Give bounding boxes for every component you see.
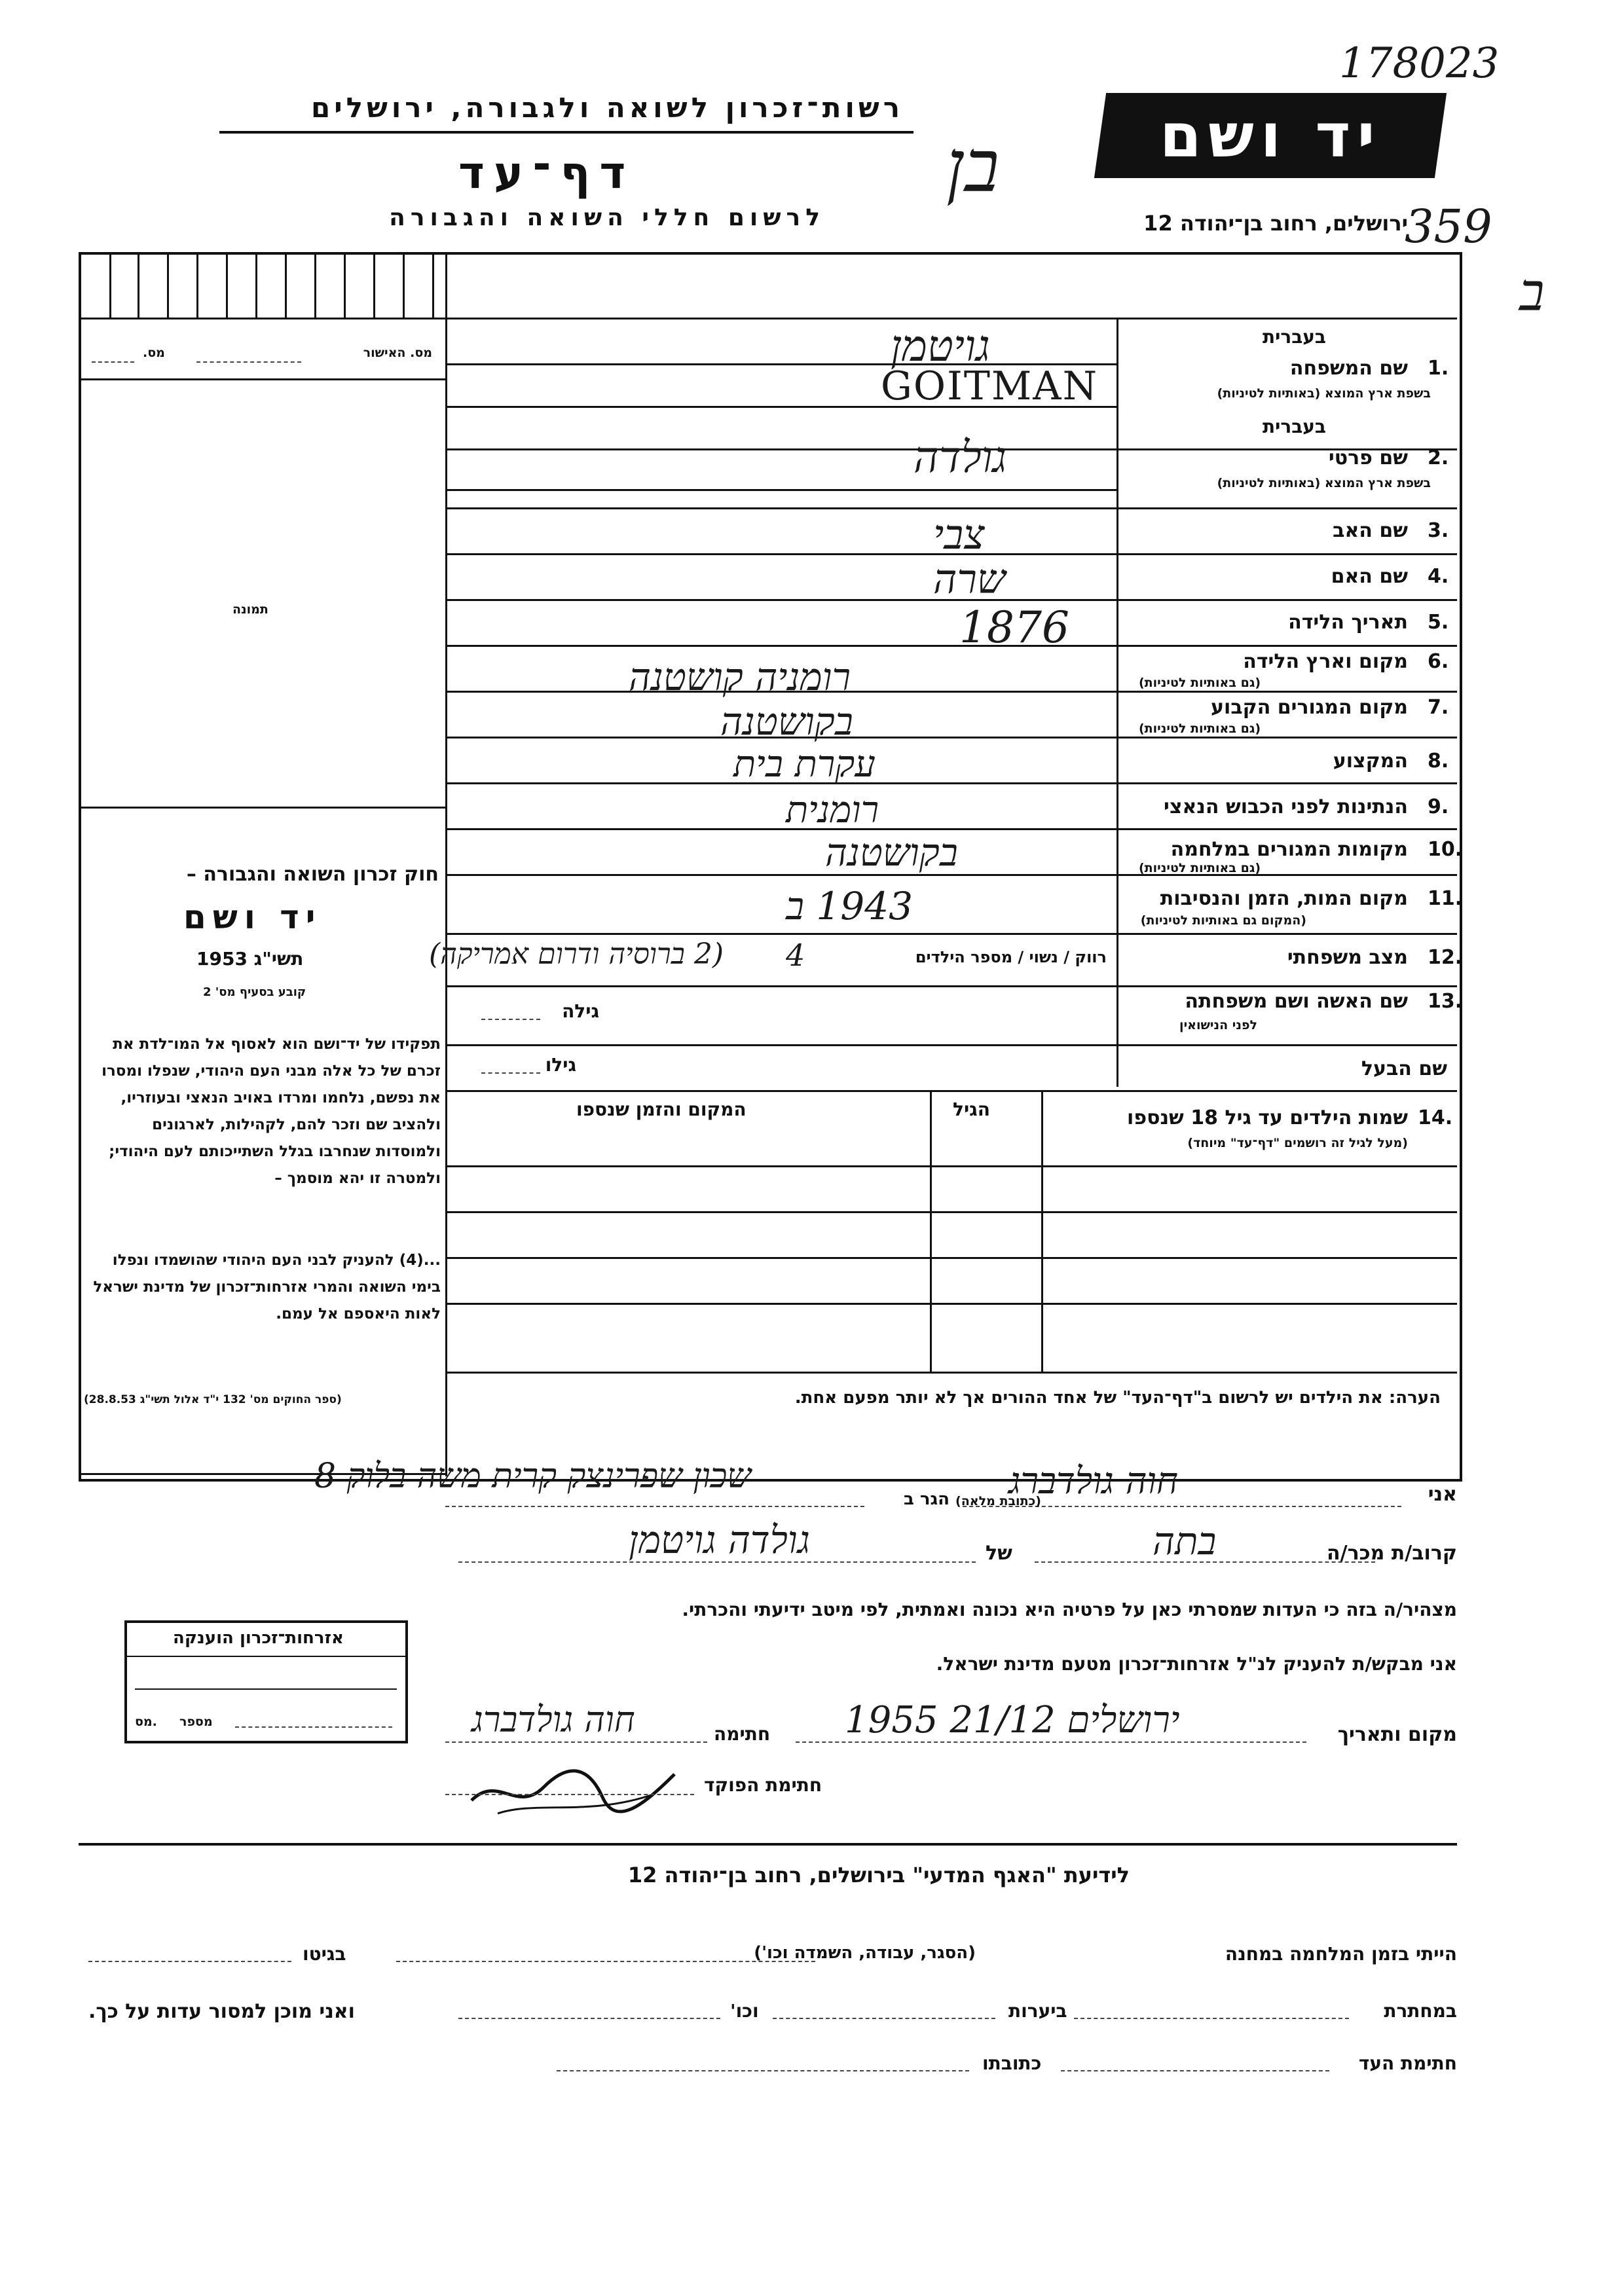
field-1-num: 1. xyxy=(1428,357,1449,380)
field-10-label: מקומות המגורים במלחמה xyxy=(1170,838,1408,861)
relation-label: קרוב/ת מכר/ה xyxy=(1327,1542,1457,1565)
field-12-num: 12. xyxy=(1428,946,1463,969)
field-8-value: עקרת בית xyxy=(733,743,876,786)
side-mark: בן xyxy=(946,124,1000,208)
request-text: אני מבקש/ת להעניק לנ"ל אזרחות־זכרון מטעם מדינת ישראל. xyxy=(936,1653,1457,1675)
children-note: הערה: את הילדים יש לרשום ב"דף־העד" של אחד ההורים אך לא יותר מפעם אחת. xyxy=(794,1388,1441,1408)
field-12-value: (2 ברוסיה ודרום אמריקה) xyxy=(429,938,724,971)
children-num: 14. xyxy=(1418,1106,1453,1129)
info-line2-end: ואני מוכן למסור עדות על כך. xyxy=(88,2000,355,2023)
law-text-2: ...(4) להעניק לבני העם היהודי שהושמדו ונפלו בימי השואה והמרי אזרחות־זכרון של מדינת ישראל לאות היאספם אל עמם. xyxy=(93,1252,441,1322)
info-line1-hint: (הסגר, עבודה, השמדה וכו') xyxy=(754,1943,976,1963)
field-7-sub: (גם באותיות לטיניות) xyxy=(1138,721,1261,736)
info-line3-label: חתימת העד xyxy=(1358,2052,1457,2074)
field-11-label: מקום המות, הזמן והנסיבות xyxy=(1160,887,1408,910)
field-11-value: 1943 ב xyxy=(786,884,913,928)
field-9-value: רומנית xyxy=(786,789,879,831)
declarant-address: שכון שפרינצק קרית משה בלוק 8 xyxy=(314,1457,752,1496)
label-column-divider xyxy=(1116,318,1118,1087)
signature-label: חתימה xyxy=(714,1723,771,1745)
field-12-label: מצב משפחתי xyxy=(1287,946,1408,969)
signature-value: חוה גולדברג xyxy=(471,1699,635,1740)
field-5-label: תאריך הלידה xyxy=(1288,611,1408,634)
field-10-num: 10. xyxy=(1428,838,1463,861)
resides-label: הגר ב xyxy=(903,1489,950,1509)
field-2-num: 2. xyxy=(1428,446,1449,469)
field-4-num: 4. xyxy=(1428,565,1449,588)
form-title: דף־עד xyxy=(458,147,635,199)
citizenship-certificate-box xyxy=(124,1620,408,1743)
law-text-1: תפקידו של יד־ושם הוא לאסוף אל המו־לדת את זכרם של כל אלה מבני העם היהודי, שנפלו ומסרו את נפשם, נלחמו ומרדו באויב הנאצי ובעוזריו, ולהציב שם וזכר להם, לקהילות, לארגונים ולמוסדות שנחרבו בגלל השתייכותם לעם היהודי; ולמטרה זו יהא מוסמך – xyxy=(101,1036,441,1187)
info-line2-label: במחתרת xyxy=(1384,2000,1457,2022)
field-8-num: 8. xyxy=(1428,750,1449,773)
info-line3-end: כתובתו xyxy=(982,2052,1042,2074)
of-value: גולדה גויטמן xyxy=(629,1518,810,1562)
field-4-label: שם האם xyxy=(1331,565,1408,588)
field-6-sub: (גם באותיות לטיניות) xyxy=(1138,676,1261,690)
field-12-children-count: 4 xyxy=(786,938,805,973)
field-2-label: שם פרטי xyxy=(1328,446,1408,469)
left-column-divider xyxy=(445,252,447,1476)
field-2-sub: בשפת ארץ המוצא (באותיות לטיניות) xyxy=(1217,476,1431,490)
field-2-value: גולדה xyxy=(913,432,1007,483)
form-subtitle: לרשום חללי השואה והגבורה xyxy=(389,204,825,231)
declarant-i-label: אני xyxy=(1428,1483,1457,1506)
law-name: יד ושם xyxy=(183,898,322,936)
top-strip-bottom xyxy=(79,318,1457,319)
approval-label: מס. האישור xyxy=(363,346,432,360)
of-label: של xyxy=(986,1542,1012,1565)
children-col-place: המקום והזמן שנספו xyxy=(576,1099,747,1120)
info-line1-end: בגיטו xyxy=(303,1943,346,1965)
declaration-text: מצהיר/ה בזה כי העדות שמסרתי כאן על פרטיה היא נכונה ואמתית, לפי מיטב ידיעתי והכרתי. xyxy=(682,1599,1457,1620)
relation-value: בתה xyxy=(1153,1519,1217,1563)
field-5-num: 5. xyxy=(1428,611,1449,634)
header-address: ירושלים, רחוב בן־יהודה 12 xyxy=(1143,211,1408,236)
field-13-num: 13. xyxy=(1428,990,1463,1013)
field-3-num: 3. xyxy=(1428,519,1449,542)
photo-label: תמונה xyxy=(232,602,268,617)
field-6-label: מקום וארץ הלידה xyxy=(1243,650,1408,673)
field-11-num: 11. xyxy=(1428,887,1463,910)
info-section-top xyxy=(79,1843,1457,1846)
husband-label: שם הבעל xyxy=(1361,1057,1447,1080)
law-title: חוק זכרון השואה והגבורה – xyxy=(186,863,439,886)
registration-number: 178023 xyxy=(1339,39,1500,88)
info-line1-label: הייתי בזמן המלחמה במחנה xyxy=(1225,1943,1457,1965)
corner-mark: ב xyxy=(1519,262,1545,323)
field-7-num: 7. xyxy=(1428,696,1449,719)
yad-vashem-logo xyxy=(1094,93,1447,178)
cert-box-title: אזרחות־זכרון הוענקה xyxy=(173,1628,344,1648)
field-9-num: 9. xyxy=(1428,795,1449,818)
field-10-value: בקושטנה xyxy=(825,830,958,875)
law-year: תשי"ג 1953 xyxy=(196,948,304,970)
field-3-value: צבי xyxy=(933,511,985,558)
field-13-label: שם האשה ושם משפחתה xyxy=(1185,990,1408,1013)
law-section: קובע בסעיף מס' 2 xyxy=(203,985,306,999)
field-1-value-latin: GOITMAN xyxy=(881,363,1099,409)
field-10-sub: (גם באותיות לטיניות) xyxy=(1138,861,1261,875)
place-date-value: ירושלים 21/12 1955 xyxy=(845,1699,1180,1741)
logo-text: יד ושם xyxy=(1159,100,1382,171)
field-1-sub: בשפת ארץ המוצא (באותיות לטיניות) xyxy=(1217,386,1431,401)
children-sub: (מעל לגיל זה רושמים "דף־עד" מיוחד) xyxy=(1187,1136,1408,1150)
info-title: לידיעת "האגף המדעי" בירושלים, רחוב בן־יהודה 12 xyxy=(627,1863,1130,1887)
field-13-sub: לפני הנישואין xyxy=(1179,1018,1257,1032)
field-12-inline-label: רווק / נשוי / מספר הילדים xyxy=(915,948,1107,966)
field-5-value: 1876 xyxy=(959,602,1069,653)
field-11-sub: (המקום גם באותיות לטיניות) xyxy=(1140,913,1306,928)
inspector-signature xyxy=(458,1761,694,1820)
info-line2-etc: וכו' xyxy=(730,2000,759,2022)
inspector-label: חתימת הפוקד xyxy=(704,1774,822,1796)
field-7-label: מקום המגורים הקבוע xyxy=(1211,696,1408,719)
field-7-value: בקושטנה xyxy=(720,699,853,744)
authority-underline xyxy=(219,131,913,134)
place-date-label: מקום ותאריך xyxy=(1337,1723,1457,1746)
field-1-label: שם המשפחה xyxy=(1289,357,1408,380)
children-col-age: הגיל xyxy=(953,1099,990,1120)
info-line2-mid: ביערות xyxy=(1008,2000,1067,2022)
field-9-label: הנתינות לפני הכבוש הנאצי xyxy=(1164,795,1408,818)
authority-line: רשות־זכרון לשואה ולגבורה, ירושלים xyxy=(310,92,904,124)
resides-hint: (כתובת מלאה) xyxy=(955,1494,1041,1508)
field-8-label: המקצוע xyxy=(1333,750,1408,773)
field-6-num: 6. xyxy=(1428,650,1449,673)
field-1-value: גויטמן xyxy=(891,321,990,371)
husband-age-label: גילו xyxy=(545,1054,576,1076)
field-4-value: שרה xyxy=(933,555,1006,603)
law-source: (ספר החוקים מס' 132 י"ד אלול תשי"ג 28.8.53) xyxy=(84,1393,342,1406)
cert-number-prefix: מס. xyxy=(135,1715,157,1729)
field-1-hebrew-tag: בעברית xyxy=(1262,326,1326,348)
field-3-label: שם האב xyxy=(1333,519,1408,542)
approval-prefix: מס. xyxy=(143,346,165,360)
cert-number-label: מספר xyxy=(179,1715,213,1729)
children-label: שמות הילדים עד גיל 18 שנספו xyxy=(1127,1106,1408,1129)
field-6-value: רומניה קושטנה xyxy=(629,655,851,699)
declarant-name: חוה גולדברג xyxy=(1008,1460,1178,1503)
field-2-hebrew-tag: בעברית xyxy=(1262,416,1326,437)
sheet-number: 359 xyxy=(1405,200,1492,253)
field-13-age-label: גילה xyxy=(562,1000,599,1022)
